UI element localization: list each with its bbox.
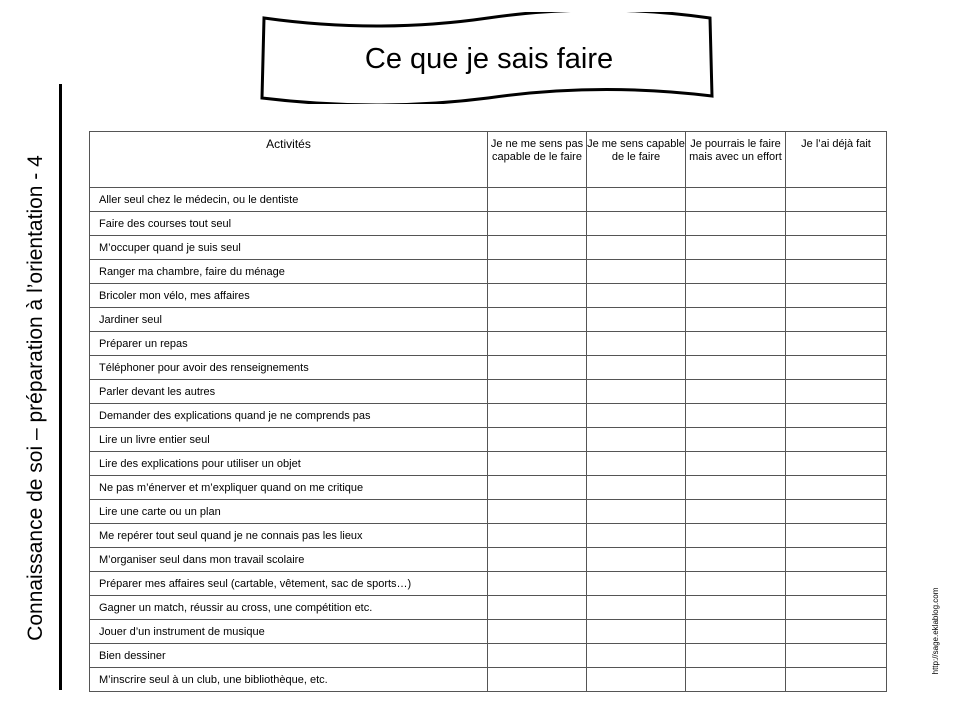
answer-cell-capable[interactable] — [587, 404, 686, 428]
activity-label: Lire un livre entier seul — [90, 428, 488, 452]
answer-cell-with-effort[interactable] — [686, 476, 786, 500]
activity-label: Ne pas m’énerver et m’expliquer quand on me critique — [90, 476, 488, 500]
answer-cell-already-done[interactable] — [786, 332, 887, 356]
answer-cell-capable[interactable] — [587, 572, 686, 596]
answer-cell-already-done[interactable] — [786, 404, 887, 428]
answer-cell-with-effort[interactable] — [686, 260, 786, 284]
answer-cell-capable[interactable] — [587, 332, 686, 356]
answer-cell-capable[interactable] — [587, 476, 686, 500]
table-row — [90, 332, 887, 356]
answer-cell-with-effort[interactable] — [686, 500, 786, 524]
table-row — [90, 188, 887, 212]
table-row — [90, 524, 887, 548]
answer-cell-already-done[interactable] — [786, 524, 887, 548]
answer-cell-not-capable[interactable] — [488, 332, 587, 356]
answer-cell-capable[interactable] — [587, 644, 686, 668]
activity-label: Faire des courses tout seul — [90, 212, 488, 236]
answer-cell-with-effort[interactable] — [686, 404, 786, 428]
answer-cell-with-effort[interactable] — [686, 452, 786, 476]
answer-cell-already-done[interactable] — [786, 236, 887, 260]
answer-cell-capable[interactable] — [587, 500, 686, 524]
answer-cell-not-capable[interactable] — [488, 572, 587, 596]
activity-label: Me repérer tout seul quand je ne connais pas les lieux — [90, 524, 488, 548]
answer-cell-not-capable[interactable] — [488, 596, 587, 620]
activity-label: Bricoler mon vélo, mes affaires — [90, 284, 488, 308]
table-row — [90, 620, 887, 644]
answer-cell-already-done[interactable] — [786, 452, 887, 476]
answer-cell-already-done[interactable] — [786, 308, 887, 332]
answer-cell-already-done[interactable] — [786, 188, 887, 212]
answer-cell-with-effort[interactable] — [686, 572, 786, 596]
table-row — [90, 500, 887, 524]
table-row — [90, 428, 887, 452]
table-row — [90, 452, 887, 476]
answer-cell-with-effort[interactable] — [686, 668, 786, 692]
answer-cell-with-effort[interactable] — [686, 380, 786, 404]
side-title-container — [18, 104, 54, 692]
answer-cell-with-effort[interactable] — [686, 284, 786, 308]
answer-cell-with-effort[interactable] — [686, 308, 786, 332]
column-header-with-effort: Je pourrais le faire mais avec un effort — [686, 132, 786, 188]
answer-cell-with-effort[interactable] — [686, 596, 786, 620]
answer-cell-already-done[interactable] — [786, 644, 887, 668]
table-row — [90, 548, 887, 572]
answer-cell-capable[interactable] — [587, 452, 686, 476]
activity-label: Parler devant les autres — [90, 380, 488, 404]
column-header-capable: Je me sens capable de le faire — [587, 132, 686, 188]
answer-cell-with-effort[interactable] — [686, 188, 786, 212]
source-url: http://sage.eklablog.com — [931, 587, 940, 675]
page-title: Ce que je sais faire — [364, 43, 614, 75]
activity-label: Préparer un repas — [90, 332, 488, 356]
answer-cell-with-effort[interactable] — [686, 524, 786, 548]
answer-cell-not-capable[interactable] — [488, 356, 587, 380]
answer-cell-capable[interactable] — [587, 260, 686, 284]
table-row — [90, 668, 887, 692]
activity-label: M’organiser seul dans mon travail scolaire — [90, 548, 488, 572]
answer-cell-with-effort[interactable] — [686, 236, 786, 260]
answer-cell-with-effort[interactable] — [686, 644, 786, 668]
answer-cell-already-done[interactable] — [786, 212, 887, 236]
answer-cell-capable[interactable] — [587, 188, 686, 212]
answer-cell-with-effort[interactable] — [686, 620, 786, 644]
activity-label: Jouer d’un instrument de musique — [90, 620, 488, 644]
side-divider — [59, 84, 62, 690]
activity-label: Préparer mes affaires seul (cartable, vêtement, sac de sports…) — [90, 572, 488, 596]
answer-cell-not-capable[interactable] — [488, 404, 587, 428]
answer-cell-not-capable[interactable] — [488, 620, 587, 644]
answer-cell-capable[interactable] — [587, 668, 686, 692]
answer-cell-not-capable[interactable] — [488, 500, 587, 524]
answer-cell-not-capable[interactable] — [488, 236, 587, 260]
column-header-not-capable: Je ne me sens pas capable de le faire — [488, 132, 587, 188]
table-row — [90, 236, 887, 260]
answer-cell-capable[interactable] — [587, 380, 686, 404]
table-row — [90, 596, 887, 620]
answer-cell-already-done[interactable] — [786, 284, 887, 308]
column-header-already-done: Je l’ai déjà fait — [786, 132, 887, 188]
table-body — [90, 188, 887, 692]
table-row — [90, 308, 887, 332]
table-header-row — [90, 132, 887, 188]
answer-cell-not-capable[interactable] — [488, 668, 587, 692]
answer-cell-with-effort[interactable] — [686, 428, 786, 452]
activity-label: M’inscrire seul à un club, une bibliothèque, etc. — [90, 668, 488, 692]
activity-label: Jardiner seul — [90, 308, 488, 332]
answer-cell-capable[interactable] — [587, 356, 686, 380]
activity-label: Gagner un match, réussir au cross, une compétition etc. — [90, 596, 488, 620]
answer-cell-not-capable[interactable] — [488, 428, 587, 452]
answer-cell-capable[interactable] — [587, 284, 686, 308]
answer-cell-not-capable[interactable] — [488, 548, 587, 572]
answer-cell-not-capable[interactable] — [488, 188, 587, 212]
activities-table — [89, 131, 887, 692]
table-row — [90, 476, 887, 500]
activity-label: Lire une carte ou un plan — [90, 500, 488, 524]
table-row — [90, 572, 887, 596]
answer-cell-capable[interactable] — [587, 548, 686, 572]
table-row — [90, 644, 887, 668]
answer-cell-already-done[interactable] — [786, 380, 887, 404]
answer-cell-not-capable[interactable] — [488, 524, 587, 548]
answer-cell-capable[interactable] — [587, 236, 686, 260]
answer-cell-with-effort[interactable] — [686, 548, 786, 572]
table-row — [90, 356, 887, 380]
answer-cell-not-capable[interactable] — [488, 452, 587, 476]
answer-cell-already-done[interactable] — [786, 596, 887, 620]
answer-cell-not-capable[interactable] — [488, 308, 587, 332]
column-header-activities: Activités — [90, 132, 488, 188]
table-row — [90, 380, 887, 404]
answer-cell-not-capable[interactable] — [488, 284, 587, 308]
answer-cell-already-done[interactable] — [786, 356, 887, 380]
answer-cell-already-done[interactable] — [786, 260, 887, 284]
side-title: Connaissance de soi – préparation à l’orientation - 4 — [24, 155, 47, 641]
title-banner — [258, 12, 720, 104]
answer-cell-already-done[interactable] — [786, 500, 887, 524]
answer-cell-not-capable[interactable] — [488, 260, 587, 284]
answer-cell-not-capable[interactable] — [488, 476, 587, 500]
activity-label: Demander des explications quand je ne comprends pas — [90, 404, 488, 428]
answer-cell-with-effort[interactable] — [686, 356, 786, 380]
answer-cell-already-done[interactable] — [786, 548, 887, 572]
activity-label: Ranger ma chambre, faire du ménage — [90, 260, 488, 284]
table-row — [90, 284, 887, 308]
answer-cell-capable[interactable] — [587, 308, 686, 332]
answer-cell-already-done[interactable] — [786, 572, 887, 596]
activity-label: M’occuper quand je suis seul — [90, 236, 488, 260]
activity-label: Aller seul chez le médecin, ou le dentiste — [90, 188, 488, 212]
answer-cell-already-done[interactable] — [786, 428, 887, 452]
answer-cell-capable[interactable] — [587, 212, 686, 236]
answer-cell-already-done[interactable] — [786, 620, 887, 644]
answer-cell-not-capable[interactable] — [488, 644, 587, 668]
answer-cell-with-effort[interactable] — [686, 332, 786, 356]
answer-cell-capable[interactable] — [587, 524, 686, 548]
table-row — [90, 212, 887, 236]
answer-cell-not-capable[interactable] — [488, 212, 587, 236]
answer-cell-capable[interactable] — [587, 428, 686, 452]
table-row — [90, 404, 887, 428]
table-row — [90, 260, 887, 284]
answer-cell-capable[interactable] — [587, 596, 686, 620]
answer-cell-capable[interactable] — [587, 620, 686, 644]
activity-label: Bien dessiner — [90, 644, 488, 668]
answer-cell-already-done[interactable] — [786, 476, 887, 500]
activity-label: Lire des explications pour utiliser un objet — [90, 452, 488, 476]
answer-cell-not-capable[interactable] — [488, 380, 587, 404]
activity-label: Téléphoner pour avoir des renseignements — [90, 356, 488, 380]
source-note-container — [928, 572, 944, 690]
answer-cell-with-effort[interactable] — [686, 212, 786, 236]
answer-cell-already-done[interactable] — [786, 668, 887, 692]
